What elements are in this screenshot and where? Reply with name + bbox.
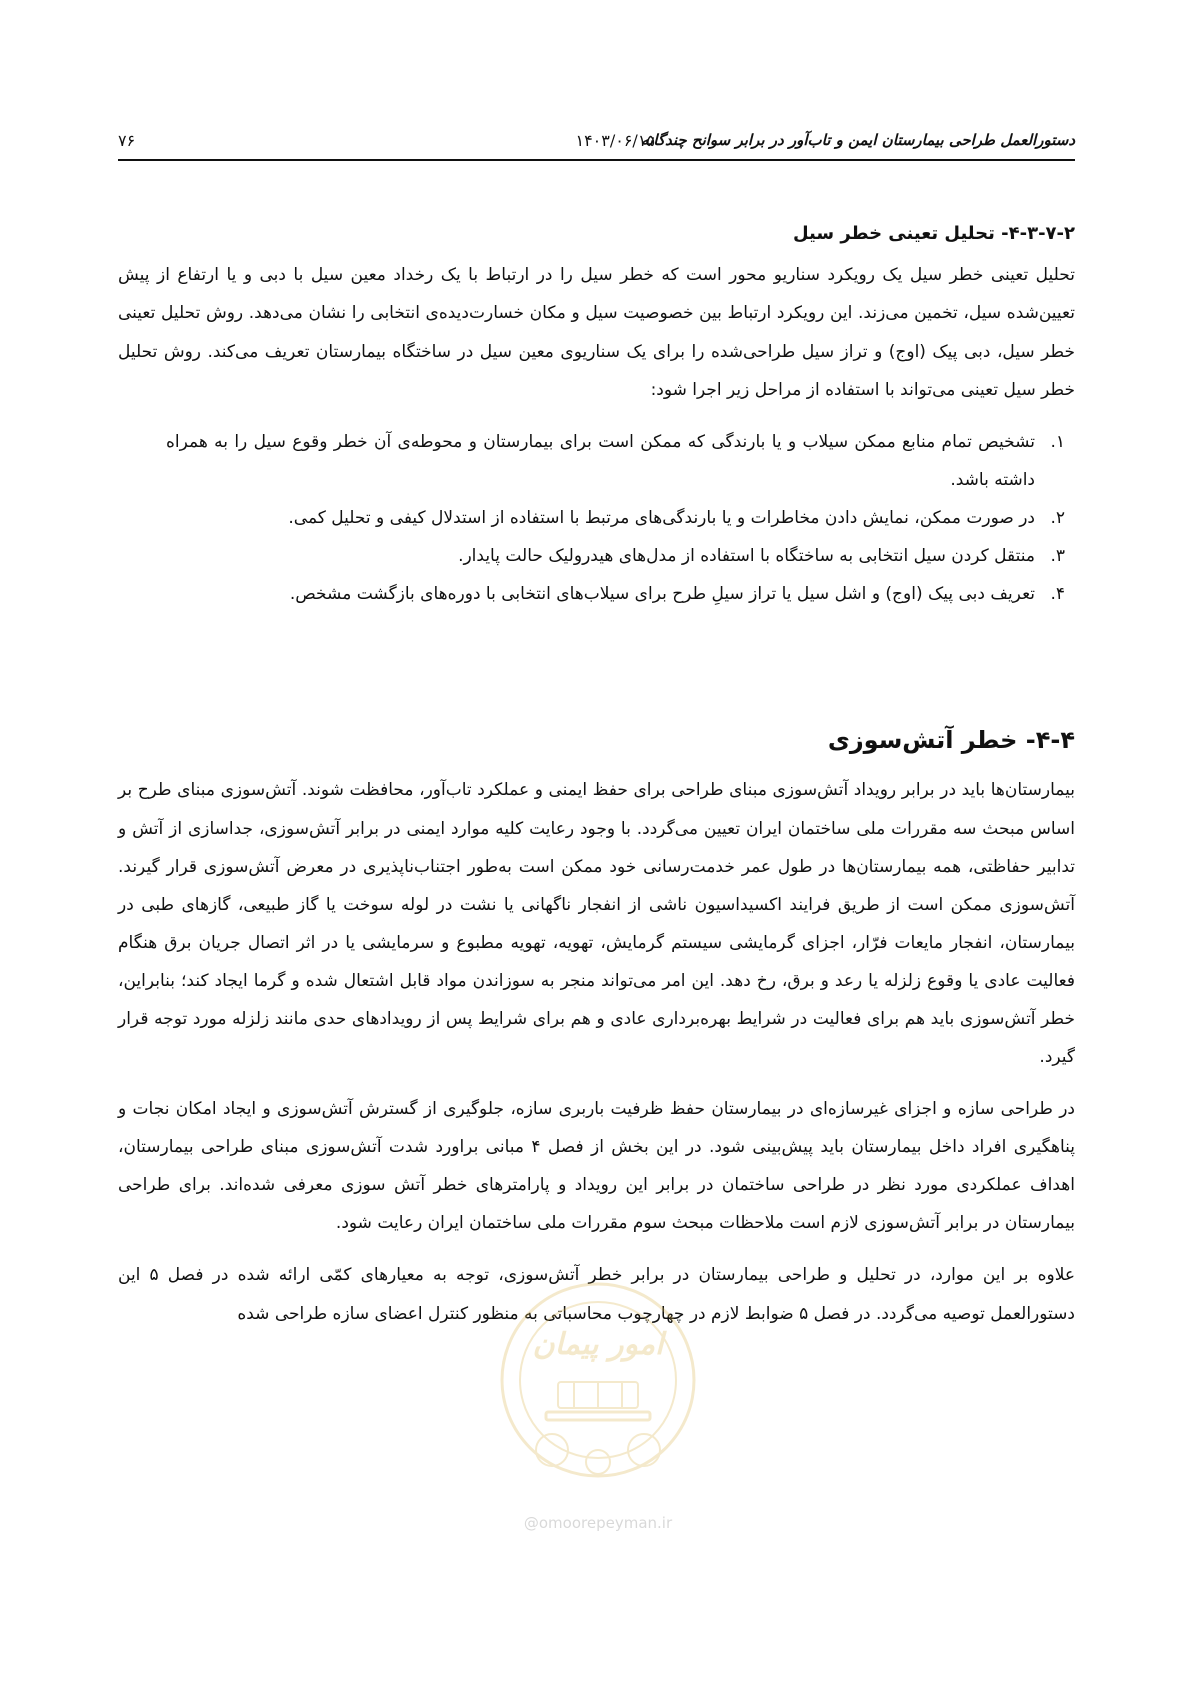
page-content	[118, 218, 1075, 1347]
list-item-number: ۴.	[1050, 584, 1065, 605]
fire-paragraph: بیمارستان‌ها باید در برابر رویداد آتش‌سوزی مبنای طراحی برای حفظ ایمنی و عملکرد تاب‌آور، محافظت شوند. آتش‌سوزی مبنای طرح بر اساس مبحث سه مقررات ملی ساختمان ایران تعیین می‌گردد. با وجود رعایت کلیه موارد ایمنی در برابر آتش‌سوزی، جداسازی از آتش و تدابیر حفاظتی، همه بیمارستان‌ها در طول عمر خدمت‌رسانی خود ممکن است به‌طور اجتناب‌ناپذیری در معرض آتش‌سوزی قرار گیرند. آتش‌سوزی ممکن است از طریق فرایند اکسیداسیون ناشی از انفجار ناگهانی یا نشت در لوله سوخت یا گاز طبیعی، گازهای طبی در بیمارستان، انفجار مایعات فرّار، اجزای گرمایشی سیستم گرمایش، تهویه، تهویه مطبوع و سرمایشی یا در اثر اتصال جریان برق هنگام فعالیت عادی یا وقوع زلزله یا رعد و برق، رخ دهد. این امر می‌تواند منجر به سوزاندن مواد قابل اشتعال شده و گرما ایجاد کند؛ بنابراین، خطر آتش‌سوزی باید هم برای فعالیت در شرایط بهره‌برداری عادی و هم برای شرایط پس از رویدادهای حدی مانند زلزله مورد توجه قرار گیرد.	[118, 780, 1075, 1068]
list-item-number: ۱.	[1050, 431, 1065, 452]
list-item-text: در صورت ممکن، نمایش دادن مخاطرات و یا بارندگی‌های مرتبط با استفاده از استدلال کیفی و تحلیل کمی.	[288, 507, 1035, 528]
header-divider	[118, 159, 1075, 161]
list-item-text: تعریف دبی پیک (اوج) و اشل سیل یا تراز سیلِ طرح برای سیلاب‌های انتخابی با دوره‌های بازگشت مشخص.	[289, 584, 1035, 605]
list-item	[166, 537, 1065, 575]
fire-section-heading: ۴-۴- خطر آتش‌سوزی	[827, 726, 1075, 755]
list-item	[166, 423, 1065, 499]
page-header	[118, 131, 1075, 159]
page-number: ۷۶	[118, 131, 136, 150]
list-item	[166, 575, 1065, 613]
flood-steps-list	[118, 423, 1075, 613]
watermark-logo-text: امور پیمان	[532, 1327, 664, 1362]
fire-paragraph: در طراحی سازه و اجزای غیرسازه‌ای در بیمارستان حفظ ظرفیت باربری سازه، جلوگیری از گسترش آتش‌سوزی و ایجاد امکان نجات و پناهگیری افراد داخل بیمارستان باید پیش‌بینی شود. در این بخش از فصل ۴ مبانی براورد شدت آتش‌سوزی مبنای طراحی بیمارستان، اهداف عملکردی مورد نظر در طراحی ساختمان در برابر این رویداد و پارامترهای خطر آتش سوزی معرفی شده‌اند. برای طراحی بیمارستان در برابر آتش‌سوزی لازم است ملاحظات مبحث سوم مقررات ملی ساختمان ایران رعایت شود.	[118, 1099, 1075, 1234]
header-title: دستورالعمل طراحی بیمارستان ایمن و تاب‌آور در برابر سوانح چندگانه	[641, 131, 1075, 149]
flood-section-heading: ۴-۳-۷-۲- تحلیل تعینی خطر سیل	[792, 223, 1075, 244]
list-item-number: ۳.	[1050, 545, 1065, 566]
fire-paragraph: علاوه بر این موارد، در تحلیل و طراحی بیمارستان در برابر خطر آتش‌سوزی، توجه به معیارهای کمّی ارائه شده در فصل ۵ این دستورالعمل توصیه می‌گردد. در فصل ۵ ضوابط لازم در چهارچوب محاسباتی به منظور کنترل اعضای سازه طراحی شده	[118, 1265, 1075, 1324]
list-item-text: تشخیص تمام منابع ممکن سیلاب و یا بارندگی که ممکن است برای بیمارستان و محوطه‌ی آن خطر وقوع سیل را به همراه داشته باشد.	[166, 431, 1035, 490]
list-item	[166, 499, 1065, 537]
list-item-number: ۲.	[1050, 507, 1065, 528]
flood-intro-paragraph: تحلیل تعینی خطر سیل یک رویکرد سناریو محور است که خطر سیل را در ارتباط با یک رخداد معین سیل با دبی و یا ارتفاع از پیش تعیین‌شده سیل، تخمین می‌زند. این رویکرد ارتباط بین خصوصیت سیل و مکان خسارت‌دیده‌ی انتخابی را نشان می‌دهد. روش تحلیل تعینی خطر سیل، دبی پیک (اوج) و تراز سیل طراحی‌شده را برای یک سناریوی معین سیل در ساختگاه بیمارستان تعریف می‌کند. روش تحلیل خطر سیل تعینی می‌تواند با استفاده از مراحل زیر اجرا شود:	[118, 265, 1075, 400]
header-date: ۱۴۰۳/۰۶/۱۵	[575, 131, 655, 150]
list-item-text: منتقل کردن سیل انتخابی به ساختگاه با استفاده از مدل‌های هیدرولیک حالت پایدار.	[458, 545, 1035, 566]
watermark-url: @omoorepeyman.ir	[523, 1514, 673, 1532]
